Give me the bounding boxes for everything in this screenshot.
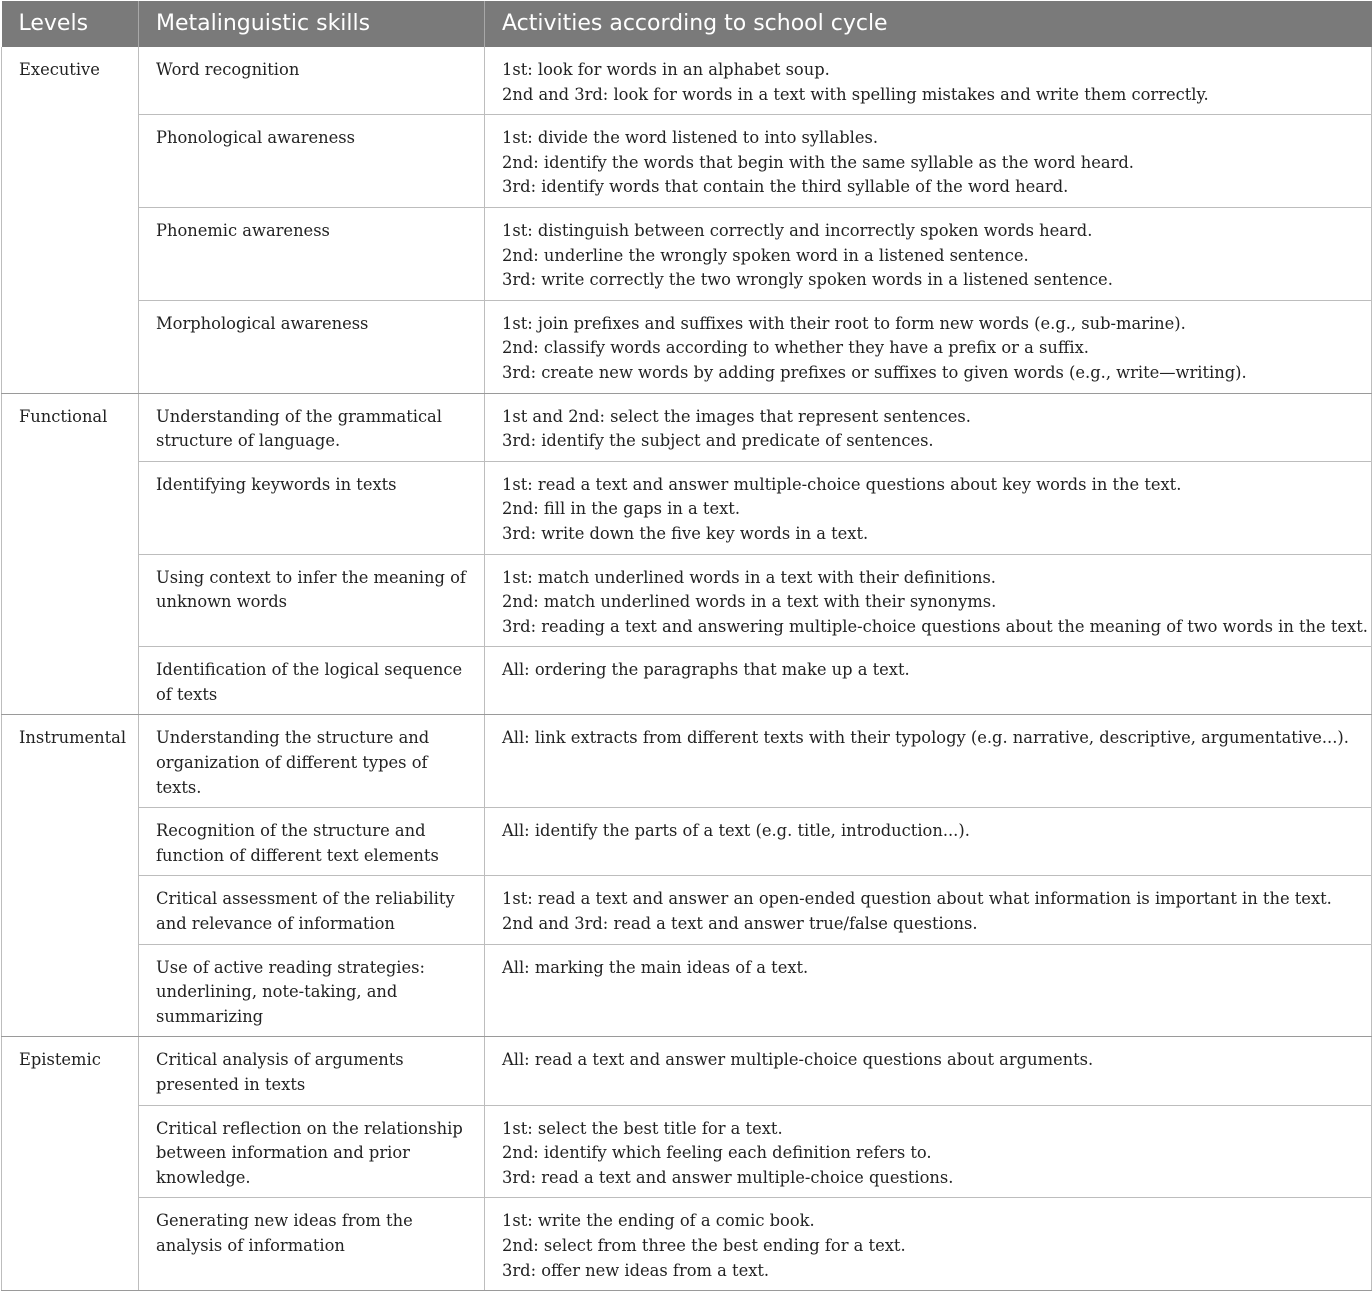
table-row [2,876,1372,944]
activity-line: 1st: look for words in an alphabet soup. [502,60,830,79]
activities-cell [485,115,1372,208]
skill-cell: Using context to infer the meaning of unknown words [139,554,485,647]
skill-cell: Identifying keywords in texts [139,461,485,554]
activities-cell [485,207,1372,300]
activity-line: 1st: select the best title for a text. [502,1118,783,1138]
skill-cell: Generating new ideas from the analysis of information [139,1198,485,1291]
table-row [2,554,1372,647]
table-row [2,207,1372,300]
activity-line: 2nd: underline the wrongly spoken word in a listened sentence. [502,245,1029,265]
table-row [2,944,1372,1037]
table-row [2,393,1372,461]
activity-line: 3rd: reading a text and answering multiple-choice questions about the meaning of two words in the text. [502,616,1368,636]
activity-line: All: link extracts from different texts with their typology (e.g. narrative, descriptive, argumentative...). [502,728,1349,748]
activities-cell [485,647,1372,715]
table-row [2,461,1372,554]
level-cell: Functional [2,393,139,715]
table-row [2,1037,1372,1105]
header-activities: Activities according to school cycle [485,1,1372,47]
activities-cell [485,1198,1372,1291]
skill-cell: Morphological awareness [139,300,485,393]
activity-line: 3rd: create new words by adding prefixes or suffixes to given words (e.g., write—writing). [502,362,1247,382]
activity-line: 2nd: fill in the gaps in a text. [502,499,740,519]
activities-cell [485,1105,1372,1198]
activity-line: 2nd: classify words according to whether they have a prefix or a suffix. [502,338,1089,358]
activity-line: 3rd: write down the five key words in a text. [502,523,869,543]
table-row [2,715,1372,808]
level-cell: Instrumental [2,715,139,1037]
activity-line: 3rd: identify the subject and predicate of sentences. [502,431,934,451]
skills-table [1,1,1372,1291]
activity-line: 1st: join prefixes and suffixes with their root to form new words (e.g., sub-marine). [502,313,1186,333]
skill-cell: Word recognition [139,47,485,115]
activities-cell [485,808,1372,876]
activity-line: 1st: distinguish between correctly and incorrectly spoken words heard. [502,220,1093,240]
skill-cell: Critical analysis of arguments presented in texts [139,1037,485,1105]
activity-line: 2nd: select from three the best ending for a text. [502,1235,906,1255]
level-cell: Executive [2,47,139,393]
activity-line: All: read a text and answer multiple-choice questions about arguments. [502,1050,1094,1070]
activity-line: 2nd and 3rd: read a text and answer true/false questions. [502,914,978,934]
table-row [2,808,1372,876]
activities-cell [485,554,1372,647]
skill-cell: Critical reflection on the relationship between information and prior knowledge. [139,1105,485,1198]
skill-cell: Phonemic awareness [139,207,485,300]
activity-line: 2nd: identify the words that begin with the same syllable as the word heard. [502,152,1134,172]
level-cell: Epistemic [2,1037,139,1291]
activity-line: All: identify the parts of a text (e.g. title, introduction...). [502,821,970,841]
header-row [2,1,1372,47]
table-row [2,300,1372,393]
table-body [2,47,1372,1291]
activity-line: 2nd and 3rd: look for words in a text with spelling mistakes and write them correctly. [502,84,1209,104]
activities-cell [485,393,1372,461]
activity-line: All: marking the main ideas of a text. [502,957,809,977]
table-row [2,1105,1372,1198]
table-row [2,115,1372,208]
activity-line: 1st: read a text and answer multiple-choice questions about key words in the text. [502,474,1182,494]
skill-cell: Identification of the logical sequence of texts [139,647,485,715]
activities-cell [485,944,1372,1037]
activity-line: 1st: match underlined words in a text with their definitions. [502,567,996,587]
activity-line: 2nd: identify which feeling each definition refers to. [502,1143,932,1163]
activity-line: 3rd: read a text and answer multiple-choice questions. [502,1167,954,1187]
activity-line: 1st: divide the word listened to into syllables. [502,128,879,148]
skill-cell: Critical assessment of the reliability and relevance of information [139,876,485,944]
activity-line: 1st and 2nd: select the images that represent sentences. [502,406,971,426]
skill-cell: Understanding the structure and organization of different types of texts. [139,715,485,808]
activity-line: 3rd: write correctly the two wrongly spoken words in a listened sentence. [502,270,1113,290]
activity-line: 2nd: match underlined words in a text with their synonyms. [502,592,997,612]
activities-cell [485,1037,1372,1105]
skill-cell: Recognition of the structure and function of different text elements [139,808,485,876]
activity-line: 1st: write the ending of a comic book. [502,1211,815,1231]
table-row [2,647,1372,715]
activities-cell [485,715,1372,808]
activity-line: 3rd: identify words that contain the third syllable of the word heard. [502,177,1069,197]
header-skills: Metalinguistic skills [139,1,485,47]
skill-cell: Understanding of the grammatical structure of language. [139,393,485,461]
skill-cell: Use of active reading strategies: underlining, note-taking, and summarizing [139,944,485,1037]
activity-line: 3rd: offer new ideas from a text. [502,1260,770,1280]
header-levels: Levels [2,1,139,47]
table-row [2,47,1372,115]
activities-cell [485,876,1372,944]
activities-cell [485,461,1372,554]
activity-line: 1st: read a text and answer an open-ended question about what information is important in the text. [502,889,1332,909]
activities-cell [485,47,1372,115]
activities-cell [485,300,1372,393]
table-row [2,1198,1372,1291]
skill-cell: Phonological awareness [139,115,485,208]
activity-line: All: ordering the paragraphs that make up a text. [502,660,910,680]
